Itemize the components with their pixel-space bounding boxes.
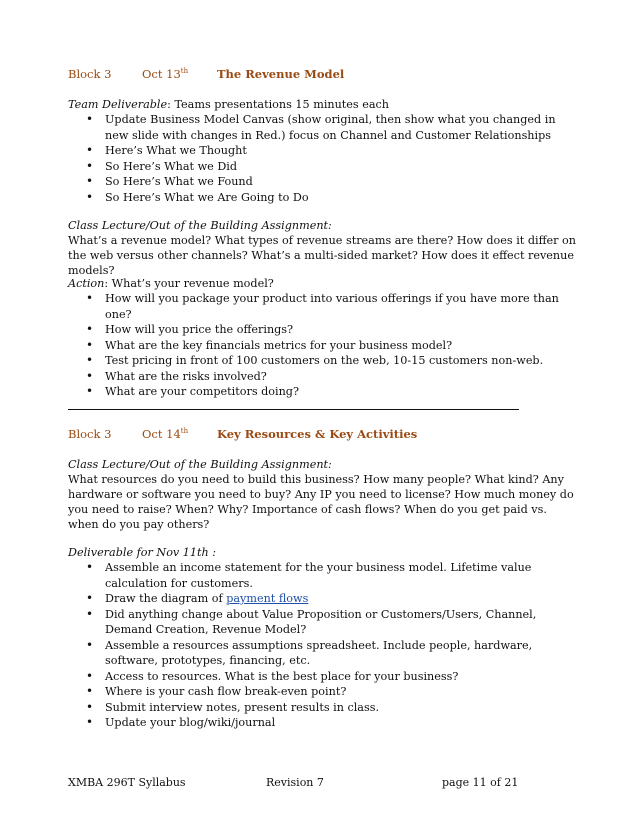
lecture-label: Class Lecture/Out of the Building Assignment: (68, 458, 332, 471)
block-label: Block 3 (68, 427, 112, 441)
list-item: • Here’s What we Thought (68, 143, 568, 159)
footer-course: XMBA 296T Syllabus (68, 776, 186, 789)
list-item: • How will you package your product into various offerings if you have more than one? (68, 291, 568, 322)
section-divider (68, 409, 519, 410)
block-date: Oct 14th (142, 427, 189, 441)
list-item: • Assemble an income statement for the your business model. Lifetime value calculation for customers. (68, 560, 568, 591)
list-item: • Draw the diagram of payment flows (68, 591, 568, 607)
list-item: • So Here’s What we Found (68, 174, 568, 190)
action-heading (68, 276, 578, 291)
action-text: : What’s your revenue model? (104, 277, 274, 290)
list-item: • What are the risks involved? (68, 369, 568, 385)
list-item: • Assemble a resources assumptions spreadsheet. Include people, hardware, software, prototypes, financing, etc. (68, 638, 568, 669)
footer-page-number: page 11 of 21 (442, 776, 519, 789)
list-item: • Update Business Model Canvas (show original, then show what you changed in new slide with changes in Red.) focus on Channel and Customer Relationships (68, 112, 568, 143)
list-item: • Did anything change about Value Proposition or Customers/Users, Channel, Demand Creation, Revenue Model? (68, 607, 568, 638)
team-deliverable (68, 97, 578, 112)
deliverable-list (68, 560, 568, 731)
action-list (68, 291, 568, 400)
team-deliverable-label: Team Deliverable (68, 98, 168, 111)
list-item: • So Here’s What we Are Going to Do (68, 190, 568, 206)
block-title: Key Resources & Key Activities (217, 427, 418, 441)
list-item: • What are your competitors doing? (68, 384, 568, 400)
list-item: • What are the key financials metrics for your business model? (68, 338, 568, 354)
list-item: • Test pricing in front of 100 customers on the web, 10-15 customers non-web. (68, 353, 568, 369)
block-title: The Revenue Model (217, 67, 345, 81)
list-item: • Submit interview notes, present results in class. (68, 700, 568, 716)
list-item: • Update your blog/wiki/journal (68, 715, 568, 731)
list-item: • So Here’s What we Did (68, 159, 568, 175)
list-item: • How will you price the offerings? (68, 322, 568, 338)
footer-revision: Revision 7 (266, 776, 324, 789)
lecture-label: Class Lecture/Out of the Building Assignment: (68, 219, 332, 232)
lecture-text: What resources do you need to build this business? How many people? What kind? Any hardware or software you need to buy? Any IP you need to license? How much money do you need to raise? When? Why? Importance of cash flows? When do you get paid vs. when do you pay others? (68, 473, 574, 531)
block-date: Oct 13th (142, 67, 189, 81)
team-deliverable-text: : Teams presentations 15 minutes each (167, 98, 389, 111)
action-label: Action (68, 277, 105, 290)
team-deliverable-list (68, 112, 568, 205)
list-item: • Access to resources. What is the best place for your business? (68, 669, 568, 685)
lecture-text: What’s a revenue model? What types of revenue streams are there? How does it differ on the web versus other channels? What’s a multi-sided market? How does it effect revenue models? (68, 234, 576, 277)
payment-flows-link[interactable]: payment flows (226, 592, 309, 605)
deliverable-label: Deliverable for Nov 11th : (68, 546, 217, 559)
list-item: • Where is your cash flow break-even point? (68, 684, 568, 700)
page-footer (68, 776, 528, 790)
block-label: Block 3 (68, 67, 112, 81)
